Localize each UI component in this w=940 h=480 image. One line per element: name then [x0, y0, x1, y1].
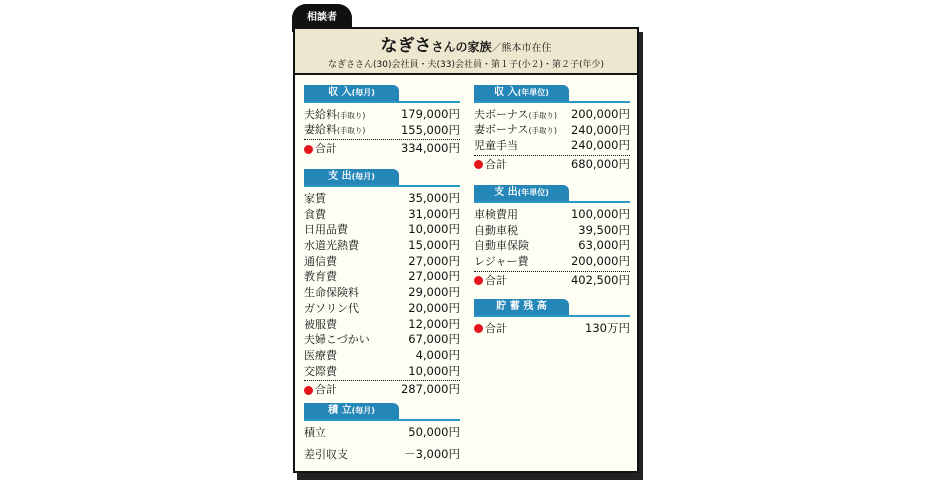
- total-value: 130万円: [585, 321, 630, 335]
- section-header: [304, 403, 460, 421]
- income-yearly-section: [474, 85, 630, 173]
- dotted-divider: [474, 155, 630, 156]
- item-label: 夫ボーナス: [474, 107, 529, 121]
- list-item: [304, 317, 460, 333]
- section-title: 積 立: [328, 405, 352, 416]
- list-item: [474, 207, 630, 223]
- section-title: 収 入: [328, 87, 352, 98]
- red-dot-icon: [304, 145, 313, 154]
- red-dot-icon: [474, 276, 483, 285]
- list-item: [304, 222, 460, 238]
- item-value: 10,000円: [408, 363, 460, 378]
- item-value: 63,000円: [578, 238, 630, 253]
- family-members: なぎささん(30)会社員・夫(33)会社員・第１子(小２)・第２子(年少): [328, 60, 604, 70]
- item-value: 67,000円: [408, 332, 460, 347]
- total-row: [474, 157, 630, 173]
- section-unit: (毎月): [351, 88, 375, 97]
- section-title-pill: [474, 185, 569, 201]
- item-note: (手取り): [528, 110, 557, 120]
- savings-monthly-section: [304, 403, 460, 462]
- total-label: 合計: [485, 273, 507, 287]
- item-value: 12,000円: [408, 316, 460, 331]
- item-note: (手取り): [337, 126, 366, 136]
- total-value: 680,000円: [570, 157, 630, 172]
- item-label: 食費: [304, 207, 326, 221]
- section-unit: (年単位): [517, 188, 549, 197]
- item-value: 27,000円: [408, 253, 460, 268]
- total-row: [474, 273, 630, 289]
- item-value: 31,000円: [408, 206, 460, 221]
- list-item: [474, 123, 630, 139]
- consultant-tab: 相談者: [292, 4, 352, 32]
- item-value: 20,000円: [408, 300, 460, 315]
- total-label: 合計: [315, 142, 337, 156]
- list-item: [304, 348, 460, 364]
- savings-balance-section: [474, 299, 630, 337]
- item-value: 179,000円: [400, 107, 460, 121]
- item-value: 39,500円: [578, 222, 630, 237]
- balance-value: －3,000円: [404, 446, 460, 461]
- item-label: 水道光熱費: [304, 239, 359, 253]
- total-row: [304, 382, 460, 398]
- list-item: [474, 223, 630, 239]
- dotted-divider: [304, 139, 460, 140]
- list-item: [474, 238, 630, 254]
- list-item: [304, 269, 460, 285]
- total-value: 334,000円: [400, 141, 460, 156]
- household-budget-card: [293, 27, 639, 473]
- item-value: 155,000円: [400, 122, 460, 137]
- family-location: ／熊本市在住: [491, 43, 552, 54]
- dotted-divider: [474, 271, 630, 272]
- item-label: 生命保険料: [304, 286, 359, 300]
- total-value: 287,000円: [400, 382, 460, 397]
- section-title-pill: [474, 299, 569, 315]
- red-dot-icon: [474, 160, 483, 169]
- section-unit: (年単位): [517, 88, 549, 97]
- item-label: 自動車税: [474, 223, 518, 237]
- list-item: [304, 332, 460, 348]
- section-title: 支 出: [328, 171, 352, 182]
- list-item: [304, 191, 460, 207]
- item-label: 家賃: [304, 192, 326, 205]
- list-item: [304, 107, 460, 123]
- income-monthly-section: [304, 85, 460, 157]
- item-value: 4,000円: [415, 347, 460, 362]
- family-header: [295, 29, 637, 75]
- item-value: 200,000円: [570, 254, 630, 269]
- section-unit: (毎月): [351, 406, 375, 415]
- item-label: ガソリン代: [304, 301, 359, 315]
- section-title: 収 入: [494, 87, 518, 98]
- list-item: [304, 207, 460, 223]
- section-title-pill: [304, 169, 399, 185]
- item-label: 医療費: [304, 348, 337, 362]
- item-note: (手取り): [528, 126, 557, 136]
- item-label: 被服費: [304, 317, 337, 331]
- section-header: [474, 85, 630, 103]
- section-unit: (毎月): [351, 172, 375, 181]
- item-label: 夫給料: [304, 107, 337, 121]
- section-header: [474, 185, 630, 203]
- item-label: 教育費: [304, 270, 337, 284]
- list-item: [304, 254, 460, 270]
- item-note: (手取り): [337, 110, 366, 120]
- list-item: [474, 107, 630, 123]
- item-label: 通信費: [304, 254, 337, 268]
- item-label: 自動車保険: [474, 239, 529, 253]
- family-suffix: さんの家族: [431, 40, 492, 54]
- total-row: [304, 141, 460, 157]
- list-item: [474, 254, 630, 270]
- item-value: 35,000円: [408, 191, 460, 205]
- total-value: 402,500円: [570, 272, 630, 287]
- red-dot-icon: [474, 324, 483, 333]
- item-value: 200,000円: [570, 107, 630, 121]
- section-title-pill: [474, 85, 569, 101]
- section-title: 支 出: [494, 187, 518, 198]
- total-row: [474, 321, 630, 337]
- total-label: 合計: [485, 322, 507, 335]
- list-item: [304, 425, 460, 441]
- item-label: レジャー費: [474, 255, 529, 269]
- list-item: [304, 364, 460, 380]
- item-label: 妻給料: [304, 123, 337, 137]
- item-value: 10,000円: [408, 222, 460, 237]
- red-dot-icon: [304, 386, 313, 395]
- balance-row: [304, 447, 460, 463]
- item-label: 妻ボーナス: [474, 123, 529, 137]
- total-label: 合計: [315, 383, 337, 397]
- item-label: 児童手当: [474, 139, 518, 153]
- item-value: 100,000円: [570, 207, 630, 221]
- section-title-pill: [304, 403, 399, 419]
- list-item: [304, 301, 460, 317]
- item-value: 50,000円: [408, 425, 460, 439]
- item-label: 夫婦こづかい: [304, 333, 370, 347]
- section-header: [474, 299, 630, 317]
- list-item: [304, 123, 460, 139]
- list-item: [304, 238, 460, 254]
- dotted-divider: [304, 380, 460, 381]
- item-label: 車検費用: [474, 208, 518, 221]
- item-value: 240,000円: [570, 138, 630, 153]
- family-name: なぎさ: [380, 36, 432, 56]
- list-item: [474, 138, 630, 154]
- item-value: 29,000円: [408, 285, 460, 300]
- section-header: [304, 85, 460, 103]
- item-value: 15,000円: [408, 238, 460, 253]
- list-item: [304, 285, 460, 301]
- item-value: 27,000円: [408, 269, 460, 284]
- expense-monthly-section: [304, 169, 460, 398]
- section-header: [304, 169, 460, 187]
- expense-yearly-section: [474, 185, 630, 288]
- item-label: 日用品費: [304, 223, 348, 237]
- balance-label: 差引収支: [304, 447, 348, 461]
- section-title: 貯 蓄 残 高: [496, 301, 547, 312]
- section-title-pill: [304, 85, 399, 101]
- total-label: 合計: [485, 158, 507, 172]
- item-value: 240,000円: [570, 122, 630, 137]
- item-label: 積立: [304, 426, 326, 439]
- item-label: 交際費: [304, 364, 337, 378]
